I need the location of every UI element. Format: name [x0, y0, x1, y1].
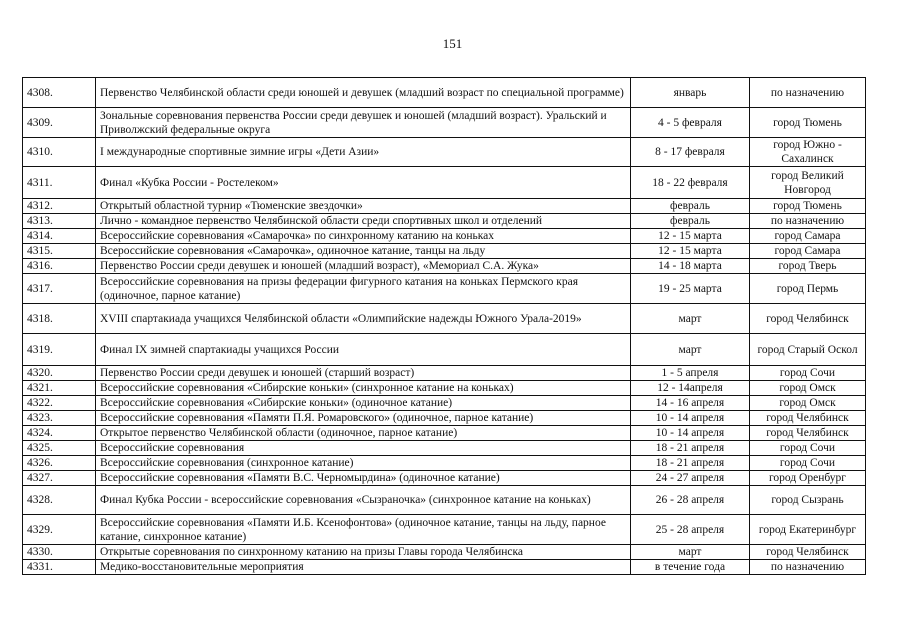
event-place: город Омск — [750, 396, 866, 411]
table-row — [23, 426, 866, 441]
event-name: Всероссийские соревнования «Самарочка», одиночное катание, танцы на льду — [96, 244, 631, 259]
row-number: 4326. — [23, 456, 96, 471]
event-place: город Самара — [750, 244, 866, 259]
table-row — [23, 456, 866, 471]
table-row — [23, 334, 866, 366]
table-row — [23, 396, 866, 411]
event-name: Первенство Челябинской области среди юношей и девушек (младший возраст по специальной программе) — [96, 78, 631, 108]
event-date: 12 - 14апреля — [631, 381, 750, 396]
row-number: 4314. — [23, 229, 96, 244]
row-number: 4331. — [23, 560, 96, 575]
event-date: 18 - 22 февраля — [631, 167, 750, 199]
table-row — [23, 214, 866, 229]
table-row — [23, 486, 866, 515]
table-row — [23, 304, 866, 334]
event-name: Открытые соревнования по синхронному катанию на призы Главы города Челябинска — [96, 545, 631, 560]
event-place: город Екатеринбург — [750, 515, 866, 545]
event-place: по назначению — [750, 78, 866, 108]
row-number: 4327. — [23, 471, 96, 486]
event-date: 12 - 15 марта — [631, 244, 750, 259]
table-row — [23, 167, 866, 199]
row-number: 4313. — [23, 214, 96, 229]
event-place: город Пермь — [750, 274, 866, 304]
row-number: 4323. — [23, 411, 96, 426]
event-place: город Челябинск — [750, 426, 866, 441]
row-number: 4315. — [23, 244, 96, 259]
table-row — [23, 138, 866, 167]
event-place: город Омск — [750, 381, 866, 396]
event-place: город Челябинск — [750, 304, 866, 334]
event-date: 10 - 14 апреля — [631, 411, 750, 426]
table-row — [23, 108, 866, 138]
table-row — [23, 471, 866, 486]
event-name: Лично - командное первенство Челябинской области среди спортивных школ и отделений — [96, 214, 631, 229]
event-place: по назначению — [750, 560, 866, 575]
event-name: Всероссийские соревнования на призы федерации фигурного катания на коньках Пермского края (одиночное, парное катание) — [96, 274, 631, 304]
row-number: 4320. — [23, 366, 96, 381]
table-row — [23, 560, 866, 575]
event-date: в течение года — [631, 560, 750, 575]
row-number: 4329. — [23, 515, 96, 545]
event-date: 26 - 28 апреля — [631, 486, 750, 515]
event-date: 4 - 5 февраля — [631, 108, 750, 138]
event-name: Финал Кубка России - всероссийские соревнования «Сызраночка» (синхронное катание на коньках) — [96, 486, 631, 515]
event-name: Первенство России среди девушек и юношей (старший возраст) — [96, 366, 631, 381]
event-date: 12 - 15 марта — [631, 229, 750, 244]
event-name: Финал «Кубка России - Ростелеком» — [96, 167, 631, 199]
table-row — [23, 229, 866, 244]
table-row — [23, 441, 866, 456]
event-date: март — [631, 334, 750, 366]
table-row — [23, 244, 866, 259]
event-name: Всероссийские соревнования — [96, 441, 631, 456]
event-date: 25 - 28 апреля — [631, 515, 750, 545]
event-place: город Сочи — [750, 456, 866, 471]
event-place: город Великий Новгород — [750, 167, 866, 199]
event-place: город Челябинск — [750, 411, 866, 426]
event-place: город Старый Оскол — [750, 334, 866, 366]
event-name: Всероссийские соревнования «Памяти П.Я. Ромаровского» (одиночное, парное катание) — [96, 411, 631, 426]
table-row — [23, 545, 866, 560]
table-row — [23, 411, 866, 426]
event-name: Первенство России среди девушек и юношей (младший возраст), «Мемориал С.А. Жука» — [96, 259, 631, 274]
event-date: 14 - 18 марта — [631, 259, 750, 274]
event-name: Финал IX зимней спартакиады учащихся России — [96, 334, 631, 366]
event-place: по назначению — [750, 214, 866, 229]
event-date: февраль — [631, 199, 750, 214]
row-number: 4322. — [23, 396, 96, 411]
event-date: март — [631, 304, 750, 334]
event-date: 24 - 27 апреля — [631, 471, 750, 486]
event-date: 10 - 14 апреля — [631, 426, 750, 441]
row-number: 4316. — [23, 259, 96, 274]
event-name: Зональные соревнования первенства России среди девушек и юношей (младший возраст). Уральский и Приволжский федеральные округа — [96, 108, 631, 138]
event-place: город Оренбург — [750, 471, 866, 486]
row-number: 4309. — [23, 108, 96, 138]
event-place: город Тверь — [750, 259, 866, 274]
event-place: город Сызрань — [750, 486, 866, 515]
event-place: город Сочи — [750, 366, 866, 381]
row-number: 4318. — [23, 304, 96, 334]
event-name: Всероссийские соревнования «Памяти В.С. Черномырдина» (одиночное катание) — [96, 471, 631, 486]
table-row — [23, 381, 866, 396]
events-table-body — [23, 78, 866, 575]
event-name: XVIII спартакиада учащихся Челябинской области «Олимпийские надежды Южного Урала-2019» — [96, 304, 631, 334]
event-date: январь — [631, 78, 750, 108]
row-number: 4312. — [23, 199, 96, 214]
event-name: Всероссийские соревнования (синхронное катание) — [96, 456, 631, 471]
row-number: 4321. — [23, 381, 96, 396]
row-number: 4328. — [23, 486, 96, 515]
row-number: 4330. — [23, 545, 96, 560]
row-number: 4325. — [23, 441, 96, 456]
event-name: Всероссийские соревнования «Сибирские коньки» (одиночное катание) — [96, 396, 631, 411]
event-name: Открытый областной турнир «Тюменские звездочки» — [96, 199, 631, 214]
event-name: Медико-восстановительные мероприятия — [96, 560, 631, 575]
event-name: Всероссийские соревнования «Самарочка» по синхронному катанию на коньках — [96, 229, 631, 244]
event-place: город Тюмень — [750, 108, 866, 138]
event-date: 18 - 21 апреля — [631, 456, 750, 471]
row-number: 4310. — [23, 138, 96, 167]
table-row — [23, 259, 866, 274]
event-date: 18 - 21 апреля — [631, 441, 750, 456]
table-row — [23, 515, 866, 545]
row-number: 4311. — [23, 167, 96, 199]
table-row — [23, 78, 866, 108]
table-row — [23, 199, 866, 214]
row-number: 4319. — [23, 334, 96, 366]
event-place: город Челябинск — [750, 545, 866, 560]
event-date: 14 - 16 апреля — [631, 396, 750, 411]
row-number: 4308. — [23, 78, 96, 108]
events-table — [22, 77, 866, 575]
row-number: 4324. — [23, 426, 96, 441]
table-row — [23, 366, 866, 381]
event-place: город Сочи — [750, 441, 866, 456]
event-date: 19 - 25 марта — [631, 274, 750, 304]
table-row — [23, 274, 866, 304]
event-place: город Тюмень — [750, 199, 866, 214]
event-name: Всероссийские соревнования «Сибирские коньки» (синхронное катание на коньках) — [96, 381, 631, 396]
event-place: город Самара — [750, 229, 866, 244]
event-date: 8 - 17 февраля — [631, 138, 750, 167]
page-number: 151 — [442, 36, 463, 51]
event-date: февраль — [631, 214, 750, 229]
event-name: Всероссийские соревнования «Памяти И.Б. Ксенофонтова» (одиночное катание, танцы на льду, парное катание, синхронное катание) — [96, 515, 631, 545]
event-name: I международные спортивные зимние игры «Дети Азии» — [96, 138, 631, 167]
event-date: март — [631, 545, 750, 560]
event-place: город Южно - Сахалинск — [750, 138, 866, 167]
event-name: Открытое первенство Челябинской области (одиночное, парное катание) — [96, 426, 631, 441]
row-number: 4317. — [23, 274, 96, 304]
event-date: 1 - 5 апреля — [631, 366, 750, 381]
